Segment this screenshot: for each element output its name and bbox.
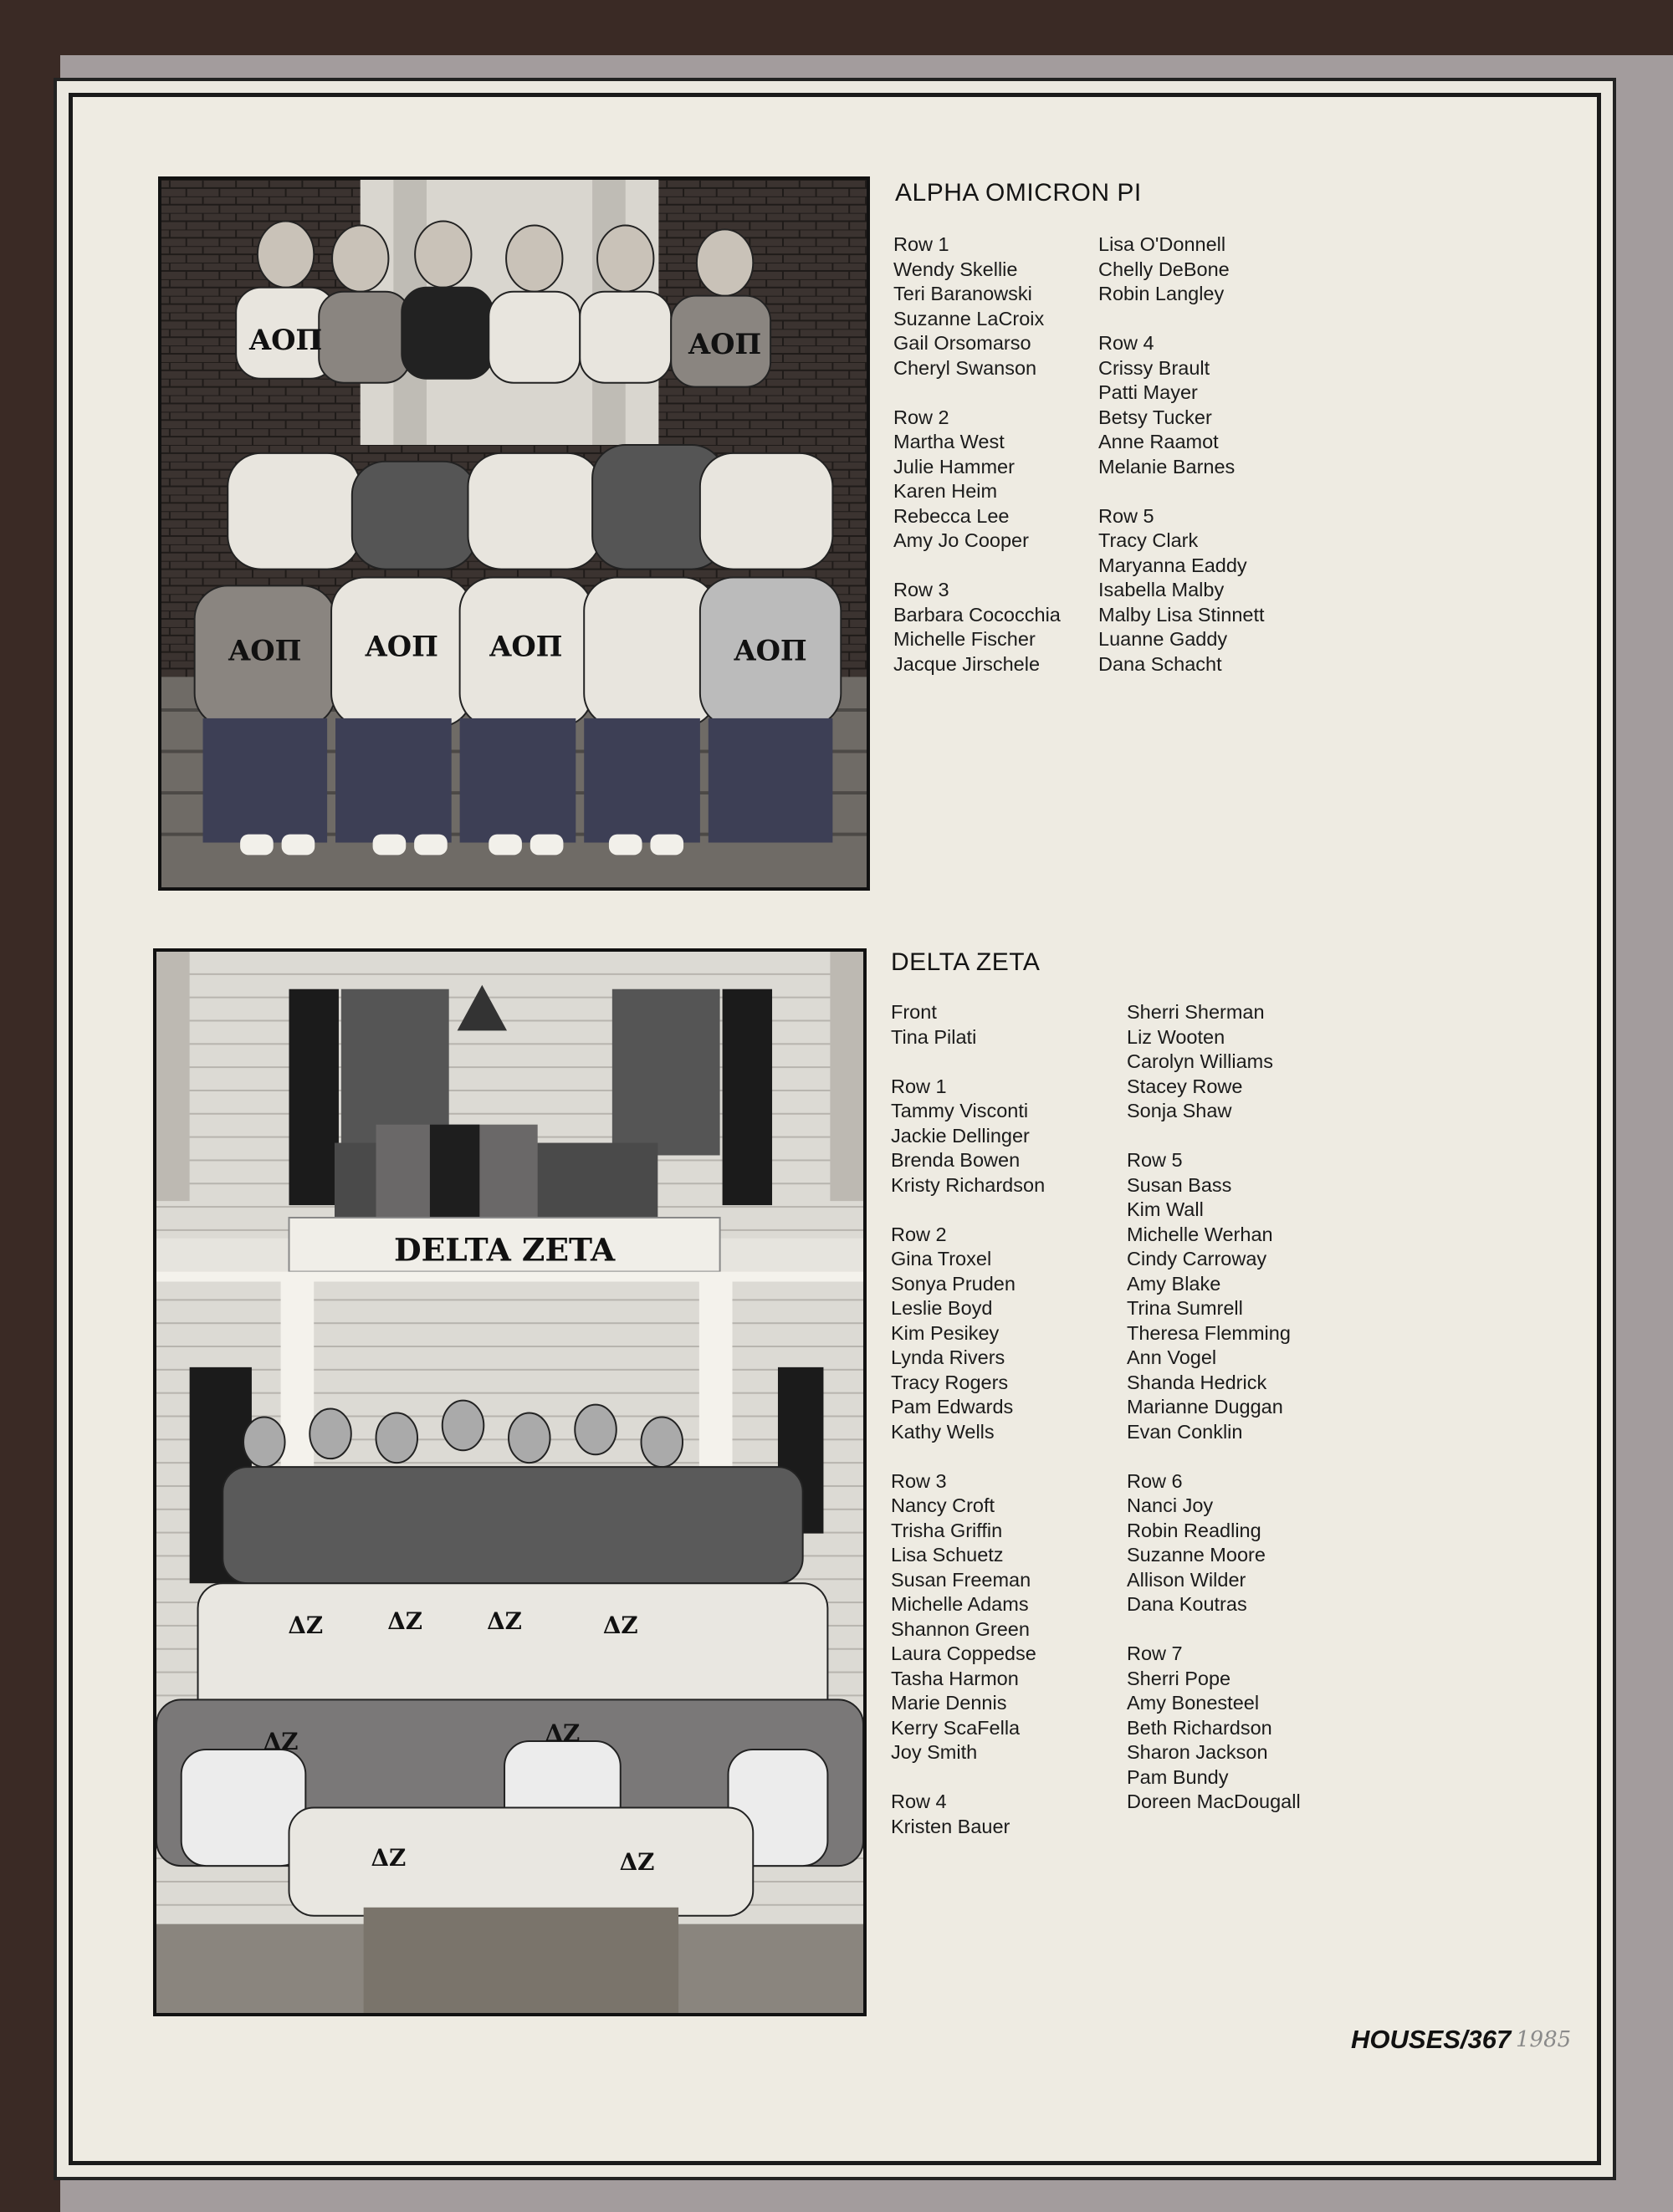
dz-letters-7: ΔΖ: [371, 1844, 407, 1872]
dz-letters-5: ΔΖ: [263, 1727, 299, 1755]
delta-zeta-group-photo: [153, 948, 867, 2016]
handwritten-year-note: 1985: [1516, 2027, 1572, 2052]
section-title-alpha-omicron-pi: ALPHA OMICRON PI: [895, 179, 1142, 207]
dz-letters-6: ΔΖ: [545, 1719, 581, 1748]
aopi-letters-4: ΑΟΠ: [365, 629, 438, 663]
dz-letters-8: ΔΖ: [619, 1848, 655, 1877]
aopi-letters-2: ΑΟΠ: [688, 327, 762, 361]
dz-photo-illustration: [156, 952, 863, 2013]
alpha-omicron-pi-group-photo: [158, 176, 870, 891]
aopi-letters-6: ΑΟΠ: [734, 633, 807, 667]
aopi-names-col-2: Lisa O'Donnell Chelly DeBone Robin Langley Row 4 Crissy Brault Patti Mayer Betsy Tucker Anne Raamot Melanie Barnes Row 5 Tracy Clark Maryanna Eaddy Isabella Malby Malby Lisa Stinnett Luanne Gaddy Dana Schacht: [1098, 233, 1265, 675]
aopi-letters-3: ΑΟΠ: [228, 633, 302, 667]
dz-letters-3: ΔΖ: [487, 1607, 522, 1635]
dz-names-col-2: Sherri Sherman Liz Wooten Carolyn Williams Stacey Rowe Sonja Shaw Row 5 Susan Bass Kim Wall Michelle Werhan Cindy Carroway Amy Blake Trina Sumrell Theresa Flemming Ann Vogel Shanda Hedrick Marianne Duggan Evan Conklin Row 6 Nanci Joy Robin Readling Suzanne Moore Allison Wilder Dana Koutras Row 7 Sherri Pope Amy Bonesteel Beth Richardson Sharon Jackson Pam Bundy Doreen MacDougall: [1127, 1001, 1301, 1812]
dz-names-col-1: Front Tina Pilati Row 1 Tammy Visconti Jackie Dellinger Brenda Bowen Kristy Richardson Row 2 Gina Troxel Sonya Pruden Leslie Boyd Kim Pesikey Lynda Rivers Tracy Rogers Pam Edwards Kathy Wells Row 3 Nancy Croft Trisha Griffin Lisa Schuetz Susan Freeman Michelle Adams Shannon Green Laura Coppedse Tasha Harmon Marie Dennis Kerry ScaFella Joy Smith Row 4 Kristen Bauer: [891, 1001, 1046, 1837]
dz-letters-2: ΔΖ: [387, 1607, 423, 1635]
aopi-letters-5: ΑΟΠ: [489, 629, 563, 663]
dz-house-sign: DELTA ZETA: [393, 1231, 616, 1269]
section-title-delta-zeta: DELTA ZETA: [891, 948, 1041, 976]
dz-letters-4: ΔΖ: [602, 1611, 638, 1639]
aopi-names-col-1: Row 1 Wendy Skellie Teri Baranowski Suzanne LaCroix Gail Orsomarso Cheryl Swanson Row 2 Martha West Julie Hammer Karen Heim Rebecca Lee Amy Jo Cooper Row 3 Barbara Cococchia Michelle Fischer Jacque Jirschele: [893, 233, 1061, 675]
aopi-photo-illustration: [161, 180, 867, 887]
aopi-letters-1: ΑΟΠ: [248, 323, 323, 357]
page-folio: HOUSES/367: [1351, 2025, 1512, 2054]
dz-letters-1: ΔΖ: [288, 1611, 324, 1639]
